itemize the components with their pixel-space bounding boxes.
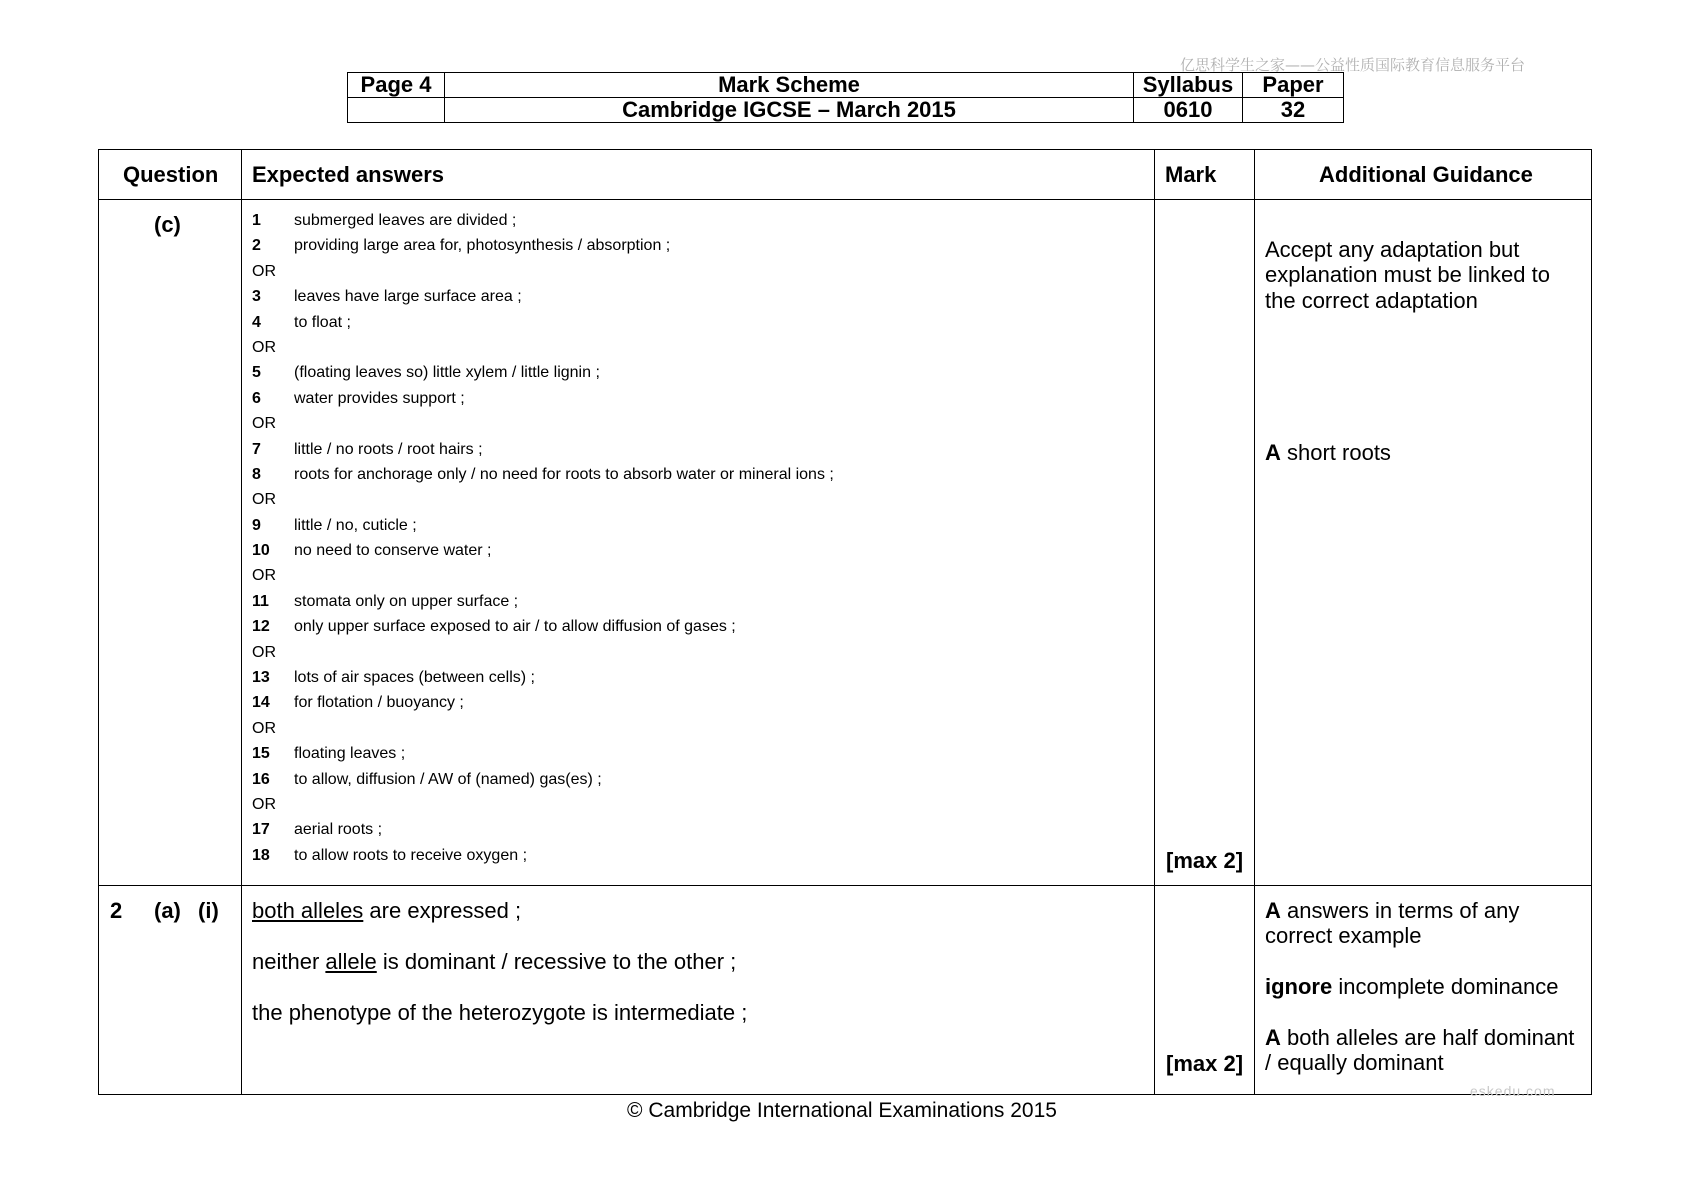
answer-item xyxy=(252,593,1152,618)
answer-text: (floating leaves so) little xylem / little lignin ; xyxy=(294,364,600,382)
guidance-accept: A xyxy=(1265,898,1281,923)
answer-text: to allow roots to receive oxygen ; xyxy=(294,846,528,864)
mark-value: [max 2] xyxy=(1166,1051,1244,1076)
answer-item xyxy=(252,390,1152,415)
header-empty-cell xyxy=(348,98,445,123)
answer-item xyxy=(252,669,1152,694)
column-header-guidance: Additional Guidance xyxy=(1319,162,1533,187)
answer-text: is dominant / recessive to the other ; xyxy=(376,949,737,974)
or-label: OR xyxy=(252,567,276,585)
answer-number: 16 xyxy=(252,770,270,788)
column-header-mark: Mark xyxy=(1165,162,1217,187)
guidance-accept: A xyxy=(1265,1025,1281,1050)
header-subtitle: Cambridge IGCSE – March 2015 xyxy=(445,98,1134,123)
answer-text: only upper surface exposed to air / to allow diffusion of gases ; xyxy=(294,618,736,636)
or-label: OR xyxy=(252,262,276,280)
header-table xyxy=(347,72,1344,123)
guidance-detail: short roots xyxy=(1280,440,1391,465)
or-separator xyxy=(252,567,1152,592)
answer-text: no need to conserve water ; xyxy=(294,542,492,560)
answer-number: 14 xyxy=(252,694,270,712)
answer-text: lots of air spaces (between cells) ; xyxy=(294,669,535,687)
guidance-text xyxy=(1265,1025,1583,1076)
answer-item xyxy=(252,364,1152,389)
column-divider xyxy=(1154,150,1155,1094)
answer-item xyxy=(252,694,1152,719)
answer-item xyxy=(252,771,1152,796)
answer-item xyxy=(252,618,1152,643)
or-separator xyxy=(252,720,1152,745)
answer-number: 2 xyxy=(252,237,261,255)
or-separator xyxy=(252,644,1152,669)
mark-value: [max 2] xyxy=(1166,848,1244,873)
answer-number: 3 xyxy=(252,288,261,306)
watermark-top: 亿思科学生之家——公益性质国际教育信息服务平台 xyxy=(1180,56,1526,74)
answer-number: 8 xyxy=(252,465,261,483)
answer-number: 9 xyxy=(252,516,261,534)
answer-number: 15 xyxy=(252,745,270,763)
answer-text: roots for anchorage only / no need for roots to absorb water or mineral ions ; xyxy=(294,465,834,483)
expected-answer xyxy=(252,898,521,923)
or-label: OR xyxy=(252,338,276,356)
or-label: OR xyxy=(252,491,276,509)
answer-item xyxy=(252,745,1152,770)
answer-text: water provides support ; xyxy=(294,389,465,407)
guidance-detail: both alleles are half dominant / equally dominant xyxy=(1265,1025,1575,1076)
or-label: OR xyxy=(252,643,276,661)
row-divider xyxy=(99,885,1591,886)
answer-number: 6 xyxy=(252,389,261,407)
answer-text: submerged leaves are divided ; xyxy=(294,212,517,229)
question-number: 2 xyxy=(110,898,123,923)
column-header-expected-answers: Expected answers xyxy=(252,162,444,187)
answer-text: providing large area for, photosynthesis / absorption ; xyxy=(294,237,671,255)
underlined-term: allele xyxy=(325,949,377,974)
answer-item xyxy=(252,314,1152,339)
paper-code: 32 xyxy=(1243,98,1344,123)
answer-text: aerial roots ; xyxy=(294,821,383,839)
expected-answers-list xyxy=(252,212,1152,872)
guidance-text: Accept any adaptation but explanation must be linked to the correct adaptation xyxy=(1265,237,1550,313)
or-label: OR xyxy=(252,795,276,813)
answer-item xyxy=(252,288,1152,313)
guidance-text xyxy=(1265,898,1583,949)
or-separator xyxy=(252,796,1152,821)
answer-text: are expressed ; xyxy=(363,898,522,923)
header-title: Mark Scheme xyxy=(445,73,1134,98)
or-separator xyxy=(252,491,1152,516)
answer-text: neither xyxy=(252,949,326,974)
or-label: OR xyxy=(252,719,276,737)
answer-number: 18 xyxy=(252,846,270,864)
answer-text: floating leaves ; xyxy=(294,745,406,763)
answer-number: 1 xyxy=(252,212,261,229)
answer-item xyxy=(252,542,1152,567)
answer-text: little / no roots / root hairs ; xyxy=(294,440,483,458)
syllabus-code: 0610 xyxy=(1134,98,1243,123)
answer-text: little / no, cuticle ; xyxy=(294,516,417,534)
answer-number: 4 xyxy=(252,313,261,331)
column-header-question: Question xyxy=(123,162,219,187)
guidance-text xyxy=(1265,440,1583,465)
answer-item xyxy=(252,441,1152,466)
answer-number: 13 xyxy=(252,669,270,687)
column-divider xyxy=(1254,150,1255,1094)
guidance-ignore: ignore xyxy=(1265,974,1333,999)
or-separator xyxy=(252,263,1152,288)
or-label: OR xyxy=(252,415,276,433)
answer-number: 10 xyxy=(252,542,270,560)
syllabus-label: Syllabus xyxy=(1134,73,1243,98)
answer-text: to allow, diffusion / AW of (named) gas(es) ; xyxy=(294,770,602,788)
page-number: Page 4 xyxy=(348,73,445,98)
header-row-divider xyxy=(99,199,1591,200)
guidance-detail: incomplete dominance xyxy=(1332,974,1559,999)
answer-text: for flotation / buoyancy ; xyxy=(294,694,464,712)
answer-item xyxy=(252,847,1152,872)
answer-number: 11 xyxy=(252,592,269,610)
answer-item xyxy=(252,821,1152,846)
or-separator xyxy=(252,339,1152,364)
paper-label: Paper xyxy=(1243,73,1344,98)
copyright-footer: © Cambridge International Examinations 2015 xyxy=(627,1099,1057,1122)
answer-text: stomata only on upper surface ; xyxy=(294,592,519,610)
answer-number: 5 xyxy=(252,364,261,382)
answer-item xyxy=(252,466,1152,491)
watermark-bottom: eskedu.com xyxy=(1470,1083,1556,1099)
answer-number: 17 xyxy=(252,821,270,839)
question-part: (c) xyxy=(154,212,181,237)
answer-number: 12 xyxy=(252,618,270,636)
guidance-text xyxy=(1265,974,1583,999)
answer-text: leaves have large surface area ; xyxy=(294,288,522,306)
underlined-term: both alleles xyxy=(252,898,364,923)
answer-item xyxy=(252,212,1152,237)
guidance-detail: answers in terms of any correct example xyxy=(1265,898,1520,949)
answer-item xyxy=(252,517,1152,542)
answer-number: 7 xyxy=(252,440,261,458)
column-divider xyxy=(241,150,242,1094)
or-separator xyxy=(252,415,1152,440)
expected-answer xyxy=(252,949,736,974)
question-part: (a) xyxy=(154,898,181,923)
answer-item xyxy=(252,237,1152,262)
guidance-accept: A xyxy=(1265,440,1281,465)
mark-scheme-table xyxy=(98,149,1592,1095)
answer-text: to float ; xyxy=(294,313,351,331)
expected-answer: the phenotype of the heterozygote is intermediate ; xyxy=(252,1000,748,1025)
question-subpart: (i) xyxy=(198,898,219,923)
